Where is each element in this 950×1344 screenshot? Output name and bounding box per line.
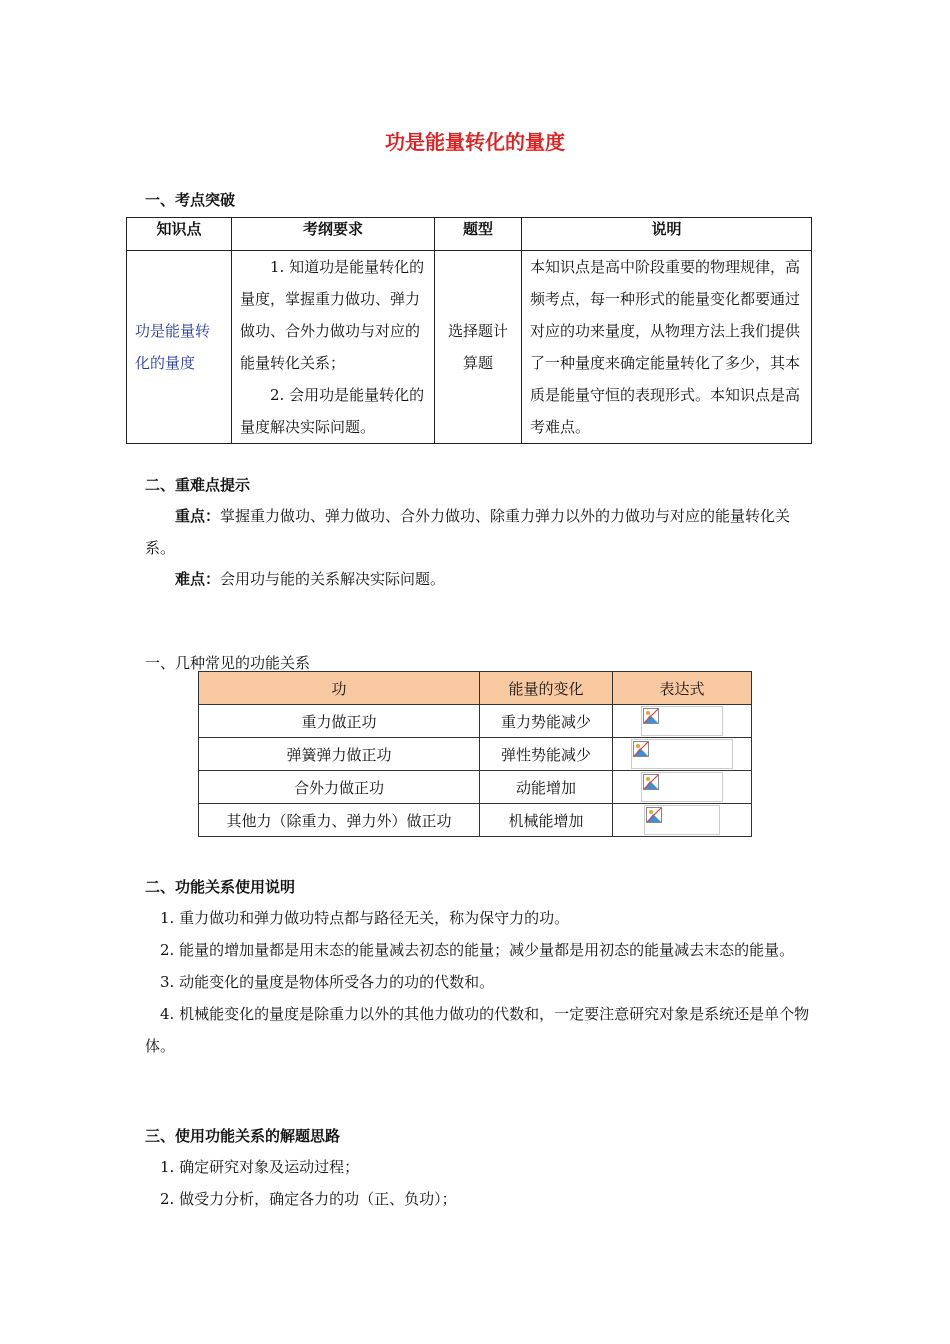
list-item: 2. 做受力分析，确定各力的功（正、负功）；	[160, 1190, 457, 1208]
col-header-type: 题型	[435, 218, 522, 251]
cell-question-type: 选择题计算题	[435, 251, 522, 444]
usage-notes-list	[145, 902, 810, 1062]
col-header-work: 功	[199, 672, 480, 705]
list-item: 4. 机械能变化的量度是除重力以外的其他力做功的代数和，一定要注意研究对象是系统还是单个物体。	[145, 1005, 810, 1055]
table-row	[199, 705, 752, 738]
cell-expression	[613, 738, 752, 771]
col-header-topic: 知识点	[127, 218, 232, 251]
hard-point-paragraph	[145, 563, 810, 595]
cell-expression	[613, 705, 752, 738]
list-item: 2. 能量的增加量都是用末态的能量减去初态的能量；减少量都是用初态的能量减去末态的能量。	[160, 941, 795, 959]
section-heading-exam-points: 一、考点突破	[145, 191, 236, 209]
cell-energy-change: 机械能增加	[480, 804, 613, 837]
table-row	[199, 804, 752, 837]
cell-work: 弹簧弹力做正功	[199, 738, 480, 771]
table-row	[199, 771, 752, 804]
image-icon	[633, 741, 649, 757]
cell-expression	[613, 804, 752, 837]
table-row	[199, 738, 752, 771]
cell-work: 其他力（除重力、弹力外）做正功	[199, 804, 480, 837]
cell-energy-change: 弹性势能减少	[480, 738, 613, 771]
list-item: 3. 动能变化的量度是物体所受各力的功的代数和。	[160, 973, 495, 991]
work-energy-table	[198, 671, 752, 837]
list-item: 1. 确定研究对象及运动过程；	[160, 1158, 360, 1176]
section-heading-usage-notes: 二、功能关系使用说明	[145, 878, 296, 896]
cell-energy-change: 动能增加	[480, 771, 613, 804]
broken-image-placeholder	[641, 772, 723, 802]
broken-image-placeholder	[641, 706, 723, 736]
image-icon	[643, 774, 659, 790]
requirement-1: 1. 知道功是能量转化的量度，掌握重力做功、弹力做功、合外力做功与对应的能量转化关系；	[240, 258, 425, 372]
col-header-description: 说明	[522, 218, 812, 251]
cell-description: 本知识点是高中阶段重要的物理规律，高频考点，每一种形式的能量变化都要通过对应的功来量度，从物理方法上我们提供了一种量度来确定能量转化了多少，其本质是能量守恒的表现形式。本知识点是高考难点。	[522, 251, 812, 444]
cell-work: 重力做正功	[199, 705, 480, 738]
cell-energy-change: 重力势能减少	[480, 705, 613, 738]
image-icon	[646, 807, 662, 823]
broken-image-placeholder	[631, 739, 733, 769]
section-heading-solving-steps: 三、使用功能关系的解题思路	[145, 1127, 341, 1145]
requirement-2: 2. 会用功是能量转化的量度解决实际问题。	[240, 386, 425, 436]
hard-text: 会用功与能的关系解决实际问题。	[220, 570, 446, 588]
col-header-energy-change: 能量的变化	[480, 672, 613, 705]
section-heading-key-points: 二、重难点提示	[145, 476, 251, 494]
cell-requirement	[232, 251, 435, 444]
cell-expression	[613, 771, 752, 804]
key-label: 重点：	[175, 507, 221, 525]
col-header-expression: 表达式	[613, 672, 752, 705]
cell-work: 合外力做正功	[199, 771, 480, 804]
key-text: 掌握重力做功、弹力做功、合外力做功、除重力弹力以外的力做功与对应的能量转化关系。	[145, 507, 791, 557]
hard-label: 难点：	[175, 570, 221, 588]
col-header-requirement: 考纲要求	[232, 218, 435, 251]
broken-image-placeholder	[644, 805, 720, 835]
image-icon	[643, 708, 659, 724]
cell-topic: 功是能量转化的量度	[127, 251, 232, 444]
key-point-paragraph	[145, 500, 810, 564]
exam-points-table	[126, 217, 812, 444]
solving-steps-list	[145, 1151, 810, 1215]
page-title: 功是能量转化的量度	[385, 130, 565, 154]
section-heading-work-energy: 一、几种常见的功能关系	[145, 654, 311, 672]
list-item: 1. 重力做功和弹力做功特点都与路径无关，称为保守力的功。	[160, 909, 570, 927]
